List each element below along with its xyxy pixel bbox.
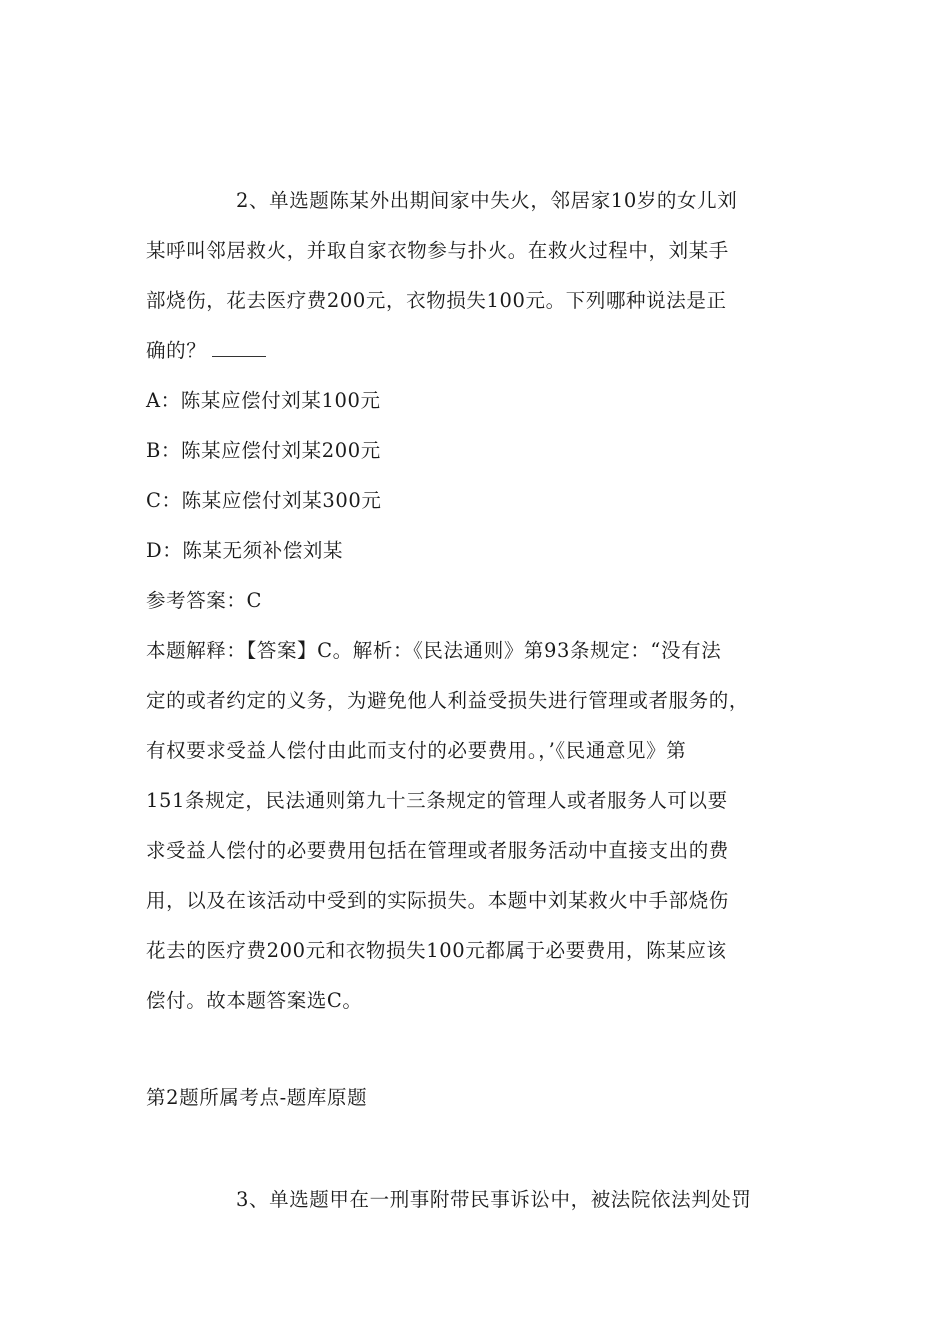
question-2-line-2: 某呼叫邻居救火，并取自家衣物参与扑火。在救火过程中，刘某手 (146, 239, 729, 262)
answer-blank (212, 338, 266, 357)
topic-label: 第2题所属考点-题库原题 (146, 1086, 368, 1109)
explanation-line-1: 本题解释：【答案】C。解析：《民法通则》第93条规定：“没有法 (146, 639, 722, 662)
explanation-line-8: 偿付。故本题答案选C。 (146, 989, 363, 1012)
question-2-line-4-text: 确的？ (146, 339, 207, 362)
question-2-line-3: 部烧伤，花去医疗费200元，衣物损失100元。下列哪种说法是正 (146, 289, 727, 312)
explanation-line-6: 用，以及在该活动中受到的实际损失。本题中刘某救火中手部烧伤 (146, 889, 729, 912)
explanation-line-2: 定的或者约定的义务，为避免他人利益受损失进行管理或者服务的， (146, 689, 750, 712)
reference-answer: 参考答案：C (146, 589, 263, 612)
option-c: C：陈某应偿付刘某300元 (146, 489, 382, 512)
option-a: A：陈某应偿付刘某100元 (146, 389, 381, 412)
question-2-line-4 (146, 338, 266, 364)
explanation-line-4: 151条规定，民法通则第九十三条规定的管理人或者服务人可以要 (146, 789, 728, 812)
option-b: B：陈某应偿付刘某200元 (146, 439, 381, 462)
explanation-line-5: 求受益人偿付的必要费用包括在管理或者服务活动中直接支出的费 (146, 839, 729, 862)
question-3-line-1: 3、单选题甲在一刑事附带民事诉讼中，被法院依法判处罚 (236, 1188, 752, 1211)
explanation-line-7: 花去的医疗费200元和衣物损失100元都属于必要费用，陈某应该 (146, 939, 727, 962)
option-d: D：陈某无须补偿刘某 (146, 539, 344, 562)
question-2-line-1: 2、单选题陈某外出期间家中失火，邻居家10岁的女儿刘 (236, 189, 738, 212)
explanation-line-3: 有权要求受益人偿付由此而支付的必要费用。，’《民通意见》第 (146, 739, 687, 762)
